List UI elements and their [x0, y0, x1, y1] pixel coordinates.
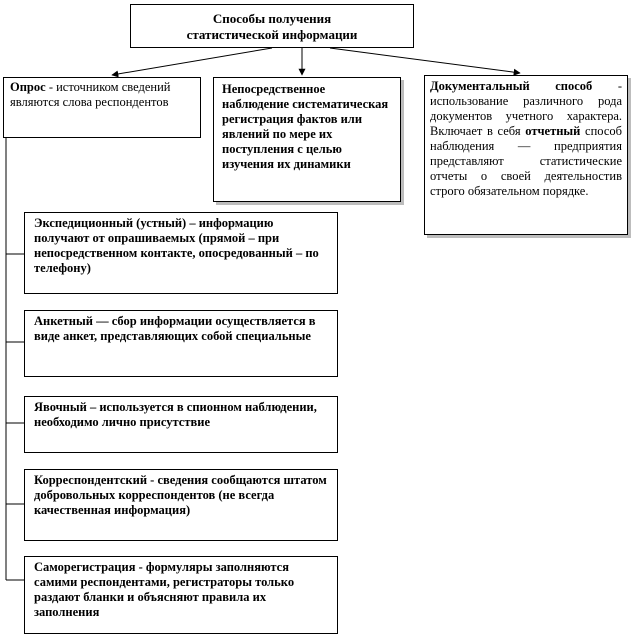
subtype-term: Явочный	[34, 400, 87, 414]
subtype-term: Экспедиционный (устный)	[34, 216, 187, 230]
subtype-box-expedition	[24, 212, 338, 294]
direct-text: Непосредственное наблюдение систематическая регистрация фактов или явлений по мере их поступления с целью изучения их динамики	[222, 82, 389, 171]
survey-text: - источником сведений являются слова респондентов	[10, 80, 171, 109]
subtype-text: - формуляры заполняются самими респондентами, регистраторы только раздают бланки и объясняют правила их заполнения	[34, 560, 295, 619]
subtype-text: – информацию получают от опрашиваемых (прямой – при непосредственном контакте, опосредованный – по телефону)	[34, 216, 319, 275]
subtype-term: Саморегистрация	[34, 560, 136, 574]
title-box	[130, 4, 414, 48]
subtype-text: - сведения сообщаются штатом добровольных корреспондентов (не всегда качественная информация)	[34, 473, 327, 517]
survey-box	[3, 77, 201, 138]
documentary-text-1: - использование различного рода документов учетного характера. Включает в себя	[430, 79, 622, 138]
documentary-term: Документальный способ	[430, 79, 593, 93]
title-line-1: Способы получения	[212, 11, 332, 26]
subtype-term: Корреспондентский	[34, 473, 148, 487]
subtype-box-correspondent	[24, 469, 338, 541]
title-line-2: статистической информации	[186, 27, 358, 42]
subtype-text: — сбор информации осуществляется в виде анкет, представляющих собой специальные	[34, 314, 316, 343]
documentary-box	[424, 75, 628, 235]
survey-term: Опрос	[10, 80, 46, 94]
subtype-text: – используется в спионном наблюдении, необходимо лично присутствие	[34, 400, 317, 429]
documentary-text-2: способ наблюдения — предприятия представляют статистические отчеты о своей деятельностив строго обязательном порядке.	[430, 124, 622, 198]
direct-observation-box	[213, 77, 401, 202]
subtype-box-questionnaire	[24, 310, 338, 377]
arrow-to-documentary	[330, 48, 520, 73]
subtype-term: Анкетный	[34, 314, 93, 328]
subtype-box-attendance	[24, 396, 338, 453]
documentary-term-2: отчетный	[525, 124, 581, 138]
subtype-box-self-registration	[24, 556, 338, 634]
arrow-to-survey	[112, 48, 272, 75]
